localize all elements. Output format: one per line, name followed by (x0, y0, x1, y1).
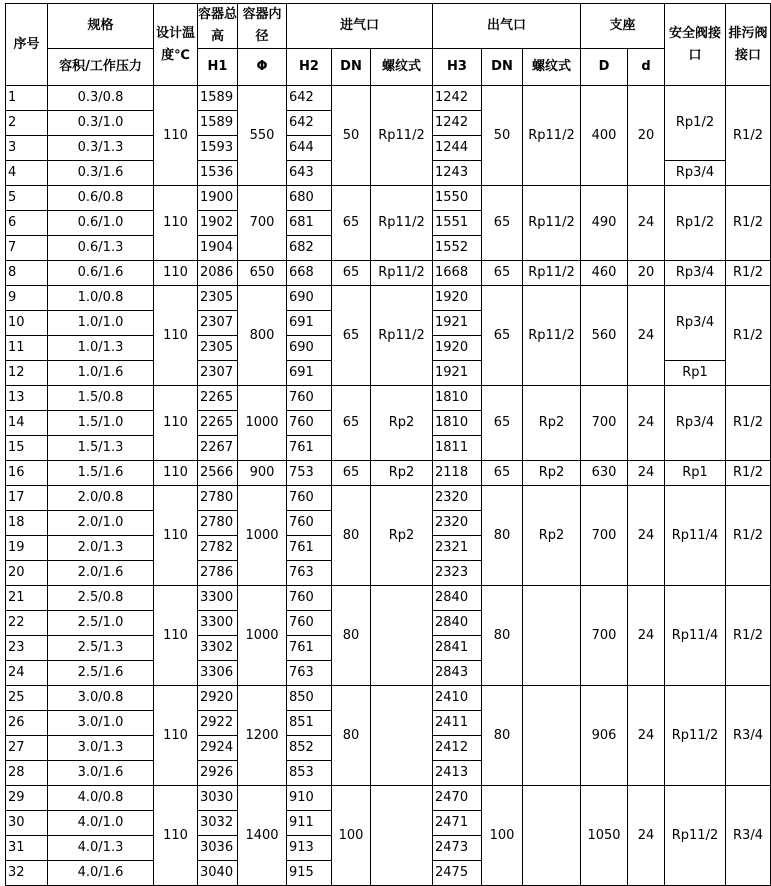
cell-spec: 2.0/1.6 (48, 561, 154, 586)
cell-support-d: 20 (628, 261, 665, 286)
cell-seq: 12 (6, 361, 48, 386)
cell-seq: 19 (6, 536, 48, 561)
cell-thread-in (371, 686, 433, 786)
cell-thread-out: Rp11/2 (523, 186, 581, 261)
cell-h2: 691 (287, 361, 332, 386)
header-safety-valve: 安全阀接口 (665, 4, 726, 86)
cell-support-D: 490 (581, 186, 628, 261)
cell-spec: 0.3/1.3 (48, 136, 154, 161)
header-dn-out: DN (482, 49, 523, 86)
cell-safety-valve: Rp11/4 (665, 586, 726, 686)
cell-spec: 2.5/1.0 (48, 611, 154, 636)
cell-h3: 2471 (433, 811, 482, 836)
header-support-D: D (581, 49, 628, 86)
cell-drain-valve: R1/2 (726, 286, 771, 386)
table-row (6, 286, 771, 311)
cell-seq: 10 (6, 311, 48, 336)
cell-h3: 1920 (433, 336, 482, 361)
cell-h1: 2782 (198, 536, 238, 561)
cell-h1: 2305 (198, 336, 238, 361)
cell-h2: 915 (287, 861, 332, 886)
cell-h2: 913 (287, 836, 332, 861)
cell-h3: 2412 (433, 736, 482, 761)
table-row (6, 486, 771, 511)
cell-drain-valve: R1/2 (726, 486, 771, 586)
cell-seq: 4 (6, 161, 48, 186)
cell-h1: 2786 (198, 561, 238, 586)
cell-h2: 681 (287, 211, 332, 236)
cell-seq: 26 (6, 711, 48, 736)
header-h2: H2 (287, 49, 332, 86)
cell-h2: 691 (287, 311, 332, 336)
cell-thread-in: Rp2 (371, 486, 433, 586)
cell-design-temp: 110 (154, 86, 198, 186)
cell-design-temp: 110 (154, 386, 198, 461)
cell-spec: 4.0/1.6 (48, 861, 154, 886)
cell-spec: 2.5/1.3 (48, 636, 154, 661)
spec-body (6, 86, 771, 886)
cell-dn-in: 80 (332, 586, 371, 686)
cell-spec: 4.0/1.0 (48, 811, 154, 836)
cell-h1: 2920 (198, 686, 238, 711)
cell-support-D: 906 (581, 686, 628, 786)
cell-h3: 1811 (433, 436, 482, 461)
header-h3: H3 (433, 49, 482, 86)
cell-h3: 2841 (433, 636, 482, 661)
cell-h1: 1904 (198, 236, 238, 261)
cell-seq: 27 (6, 736, 48, 761)
cell-thread-in: Rp11/2 (371, 286, 433, 386)
cell-h3: 2470 (433, 786, 482, 811)
cell-dn-out: 50 (482, 86, 523, 186)
cell-seq: 18 (6, 511, 48, 536)
cell-safety-valve: Rp1/2 (665, 86, 726, 161)
header-support-d: d (628, 49, 665, 86)
table-row (6, 386, 771, 411)
cell-spec: 0.6/0.8 (48, 186, 154, 211)
cell-h3: 2118 (433, 461, 482, 486)
cell-thread-out: Rp2 (523, 461, 581, 486)
cell-h1: 2566 (198, 461, 238, 486)
cell-support-d: 24 (628, 186, 665, 261)
cell-h1: 2924 (198, 736, 238, 761)
cell-h3: 1550 (433, 186, 482, 211)
table-row (6, 461, 771, 486)
cell-h3: 2411 (433, 711, 482, 736)
cell-h1: 1536 (198, 161, 238, 186)
cell-h1: 3300 (198, 611, 238, 636)
cell-support-d: 24 (628, 461, 665, 486)
table-row (6, 86, 771, 111)
cell-spec: 0.6/1.3 (48, 236, 154, 261)
cell-h2: 760 (287, 386, 332, 411)
cell-dn-in: 65 (332, 461, 371, 486)
header-container-diam (238, 4, 287, 49)
cell-drain-valve: R1/2 (726, 86, 771, 186)
cell-spec: 2.0/0.8 (48, 486, 154, 511)
cell-seq: 17 (6, 486, 48, 511)
cell-h1: 2780 (198, 486, 238, 511)
cell-spec: 0.3/0.8 (48, 86, 154, 111)
cell-seq: 32 (6, 861, 48, 886)
cell-h3: 2843 (433, 661, 482, 686)
cell-h3: 1242 (433, 111, 482, 136)
cell-h1: 2780 (198, 511, 238, 536)
header-container-height-label: 容器总高 (198, 7, 238, 44)
cell-drain-valve: R1/2 (726, 261, 771, 286)
cell-h3: 2320 (433, 511, 482, 536)
cell-drain-valve: R3/4 (726, 786, 771, 886)
cell-design-temp: 110 (154, 586, 198, 686)
cell-dn-out: 100 (482, 786, 523, 886)
cell-spec: 1.5/1.6 (48, 461, 154, 486)
cell-h1: 2265 (198, 411, 238, 436)
cell-safety-valve: Rp3/4 (665, 161, 726, 186)
cell-h3: 2410 (433, 686, 482, 711)
cell-diam: 800 (238, 286, 287, 386)
cell-diam: 700 (238, 186, 287, 261)
cell-safety-valve: Rp3/4 (665, 386, 726, 461)
cell-thread-in (371, 586, 433, 686)
cell-dn-in: 80 (332, 686, 371, 786)
cell-dn-in: 100 (332, 786, 371, 886)
cell-spec: 1.0/1.6 (48, 361, 154, 386)
cell-design-temp: 110 (154, 786, 198, 886)
header-phi: Φ (238, 49, 287, 86)
cell-h3: 1920 (433, 286, 482, 311)
cell-thread-in: Rp11/2 (371, 186, 433, 261)
cell-dn-in: 65 (332, 286, 371, 386)
cell-h1: 2265 (198, 386, 238, 411)
cell-drain-valve: R1/2 (726, 186, 771, 261)
cell-thread-in: Rp11/2 (371, 261, 433, 286)
cell-thread-out: Rp2 (523, 486, 581, 586)
cell-h2: 763 (287, 661, 332, 686)
cell-thread-out (523, 786, 581, 886)
cell-support-D: 1050 (581, 786, 628, 886)
cell-seq: 20 (6, 561, 48, 586)
cell-safety-valve: Rp1 (665, 361, 726, 386)
cell-seq: 28 (6, 761, 48, 786)
cell-diam: 900 (238, 461, 287, 486)
cell-seq: 15 (6, 436, 48, 461)
cell-safety-valve: Rp11/2 (665, 686, 726, 786)
header-support: 支座 (581, 4, 665, 49)
cell-safety-valve: Rp1/2 (665, 186, 726, 261)
cell-spec: 4.0/1.3 (48, 836, 154, 861)
cell-spec: 3.0/1.0 (48, 711, 154, 736)
cell-seq: 9 (6, 286, 48, 311)
cell-dn-in: 50 (332, 86, 371, 186)
cell-spec: 0.6/1.6 (48, 261, 154, 286)
cell-drain-valve: R3/4 (726, 686, 771, 786)
cell-h3: 1551 (433, 211, 482, 236)
cell-design-temp: 110 (154, 286, 198, 386)
cell-support-D: 700 (581, 586, 628, 686)
cell-safety-valve: Rp1 (665, 461, 726, 486)
cell-diam: 1400 (238, 786, 287, 886)
cell-seq: 2 (6, 111, 48, 136)
header-spec: 规格 (48, 4, 154, 49)
cell-support-d: 24 (628, 586, 665, 686)
cell-h1: 3300 (198, 586, 238, 611)
cell-h1: 1589 (198, 111, 238, 136)
header-design-temp: 设计温度℃ (154, 4, 198, 86)
cell-drain-valve: R1/2 (726, 386, 771, 461)
table-row (6, 786, 771, 811)
cell-support-D: 700 (581, 386, 628, 461)
cell-spec: 0.3/1.6 (48, 161, 154, 186)
header-container-diam-label: 容器内径 (242, 7, 282, 44)
cell-support-d: 24 (628, 386, 665, 461)
cell-support-d: 24 (628, 786, 665, 886)
cell-h1: 3306 (198, 661, 238, 686)
cell-dn-out: 80 (482, 586, 523, 686)
cell-diam: 1200 (238, 686, 287, 786)
cell-h2: 753 (287, 461, 332, 486)
cell-h3: 2840 (433, 586, 482, 611)
cell-seq: 23 (6, 636, 48, 661)
cell-dn-in: 65 (332, 386, 371, 461)
cell-spec: 2.0/1.0 (48, 511, 154, 536)
cell-h2: 642 (287, 86, 332, 111)
cell-h2: 910 (287, 786, 332, 811)
table-row (6, 586, 771, 611)
cell-diam: 1000 (238, 386, 287, 461)
cell-h3: 2321 (433, 536, 482, 561)
cell-thread-out (523, 586, 581, 686)
cell-seq: 14 (6, 411, 48, 436)
cell-spec: 1.0/1.3 (48, 336, 154, 361)
cell-h1: 3302 (198, 636, 238, 661)
cell-diam: 650 (238, 261, 287, 286)
cell-support-D: 560 (581, 286, 628, 386)
cell-h3: 1243 (433, 161, 482, 186)
cell-h2: 853 (287, 761, 332, 786)
cell-support-d: 20 (628, 86, 665, 186)
cell-seq: 6 (6, 211, 48, 236)
cell-h2: 760 (287, 586, 332, 611)
header-dn-in: DN (332, 49, 371, 86)
cell-design-temp: 110 (154, 486, 198, 586)
cell-h2: 761 (287, 636, 332, 661)
cell-h3: 2413 (433, 761, 482, 786)
cell-spec: 1.5/1.0 (48, 411, 154, 436)
cell-h2: 690 (287, 336, 332, 361)
cell-h2: 668 (287, 261, 332, 286)
cell-h1: 1900 (198, 186, 238, 211)
cell-diam: 550 (238, 86, 287, 186)
cell-seq: 1 (6, 86, 48, 111)
cell-thread-out: Rp11/2 (523, 261, 581, 286)
cell-h2: 760 (287, 486, 332, 511)
cell-safety-valve: Rp3/4 (665, 261, 726, 286)
cell-h2: 761 (287, 436, 332, 461)
cell-design-temp: 110 (154, 461, 198, 486)
header-spec-sub: 容积/工作压力 (48, 49, 154, 86)
cell-h1: 2267 (198, 436, 238, 461)
cell-h3: 2320 (433, 486, 482, 511)
cell-dn-in: 80 (332, 486, 371, 586)
cell-seq: 24 (6, 661, 48, 686)
cell-seq: 25 (6, 686, 48, 711)
cell-h1: 2086 (198, 261, 238, 286)
cell-dn-out: 65 (482, 461, 523, 486)
cell-thread-in (371, 786, 433, 886)
cell-spec: 2.5/1.6 (48, 661, 154, 686)
cell-diam: 1000 (238, 486, 287, 586)
cell-spec: 0.6/1.0 (48, 211, 154, 236)
cell-dn-in: 65 (332, 186, 371, 261)
header-container-height (198, 4, 238, 49)
cell-h2: 761 (287, 536, 332, 561)
cell-h2: 850 (287, 686, 332, 711)
cell-thread-out (523, 686, 581, 786)
cell-seq: 7 (6, 236, 48, 261)
header-h1: H1 (198, 49, 238, 86)
cell-h3: 1921 (433, 311, 482, 336)
table-row (6, 686, 771, 711)
cell-seq: 31 (6, 836, 48, 861)
cell-h2: 763 (287, 561, 332, 586)
cell-h3: 1810 (433, 411, 482, 436)
cell-thread-out: Rp2 (523, 386, 581, 461)
cell-dn-out: 65 (482, 261, 523, 286)
cell-dn-out: 65 (482, 186, 523, 261)
cell-spec: 3.0/1.6 (48, 761, 154, 786)
cell-h1: 2926 (198, 761, 238, 786)
header-inlet: 进气口 (287, 4, 433, 49)
cell-seq: 16 (6, 461, 48, 486)
header-drain-valve: 排污阀接口 (726, 4, 771, 86)
table-row (6, 261, 771, 286)
cell-spec: 0.3/1.0 (48, 111, 154, 136)
cell-thread-in: Rp2 (371, 461, 433, 486)
cell-seq: 29 (6, 786, 48, 811)
cell-spec: 3.0/0.8 (48, 686, 154, 711)
header-thread-in: 螺纹式 (371, 49, 433, 86)
cell-spec: 1.5/1.3 (48, 436, 154, 461)
cell-h1: 1589 (198, 86, 238, 111)
cell-h3: 1921 (433, 361, 482, 386)
cell-spec: 2.0/1.3 (48, 536, 154, 561)
cell-support-d: 24 (628, 486, 665, 586)
header-thread-out: 螺纹式 (523, 49, 581, 86)
cell-spec: 1.0/1.0 (48, 311, 154, 336)
cell-h1: 2922 (198, 711, 238, 736)
cell-h1: 2307 (198, 311, 238, 336)
cell-dn-out: 65 (482, 386, 523, 461)
cell-seq: 3 (6, 136, 48, 161)
cell-h2: 760 (287, 511, 332, 536)
cell-h3: 1244 (433, 136, 482, 161)
cell-safety-valve: Rp11/2 (665, 786, 726, 886)
cell-spec: 1.5/0.8 (48, 386, 154, 411)
cell-spec: 1.0/0.8 (48, 286, 154, 311)
cell-support-D: 460 (581, 261, 628, 286)
cell-h1: 3040 (198, 861, 238, 886)
cell-thread-in: Rp11/2 (371, 86, 433, 186)
cell-h3: 2323 (433, 561, 482, 586)
cell-h3: 1810 (433, 386, 482, 411)
table-row (6, 186, 771, 211)
cell-h2: 911 (287, 811, 332, 836)
cell-h2: 760 (287, 611, 332, 636)
cell-seq: 30 (6, 811, 48, 836)
cell-h1: 2305 (198, 286, 238, 311)
cell-h2: 851 (287, 711, 332, 736)
cell-seq: 21 (6, 586, 48, 611)
cell-h1: 3032 (198, 811, 238, 836)
cell-h2: 682 (287, 236, 332, 261)
cell-design-temp: 110 (154, 686, 198, 786)
cell-support-D: 400 (581, 86, 628, 186)
cell-safety-valve: Rp3/4 (665, 286, 726, 361)
cell-h3: 1552 (433, 236, 482, 261)
cell-seq: 13 (6, 386, 48, 411)
cell-h3: 2840 (433, 611, 482, 636)
cell-support-d: 24 (628, 286, 665, 386)
cell-spec: 2.5/0.8 (48, 586, 154, 611)
cell-h2: 644 (287, 136, 332, 161)
cell-h2: 642 (287, 111, 332, 136)
cell-drain-valve: R1/2 (726, 586, 771, 686)
cell-h3: 2473 (433, 836, 482, 861)
cell-seq: 22 (6, 611, 48, 636)
cell-seq: 11 (6, 336, 48, 361)
cell-h2: 680 (287, 186, 332, 211)
cell-support-d: 24 (628, 686, 665, 786)
cell-h3: 2475 (433, 861, 482, 886)
header-outlet: 出气口 (433, 4, 581, 49)
cell-support-D: 700 (581, 486, 628, 586)
cell-h1: 1593 (198, 136, 238, 161)
cell-h1: 3030 (198, 786, 238, 811)
cell-design-temp: 110 (154, 261, 198, 286)
cell-dn-in: 65 (332, 261, 371, 286)
cell-dn-out: 80 (482, 486, 523, 586)
cell-spec: 4.0/0.8 (48, 786, 154, 811)
spec-table (5, 3, 771, 886)
cell-h3: 1242 (433, 86, 482, 111)
cell-h3: 1668 (433, 261, 482, 286)
cell-design-temp: 110 (154, 186, 198, 261)
cell-seq: 5 (6, 186, 48, 211)
cell-h2: 760 (287, 411, 332, 436)
cell-safety-valve: Rp11/4 (665, 486, 726, 586)
cell-h2: 690 (287, 286, 332, 311)
cell-h1: 1902 (198, 211, 238, 236)
cell-thread-in: Rp2 (371, 386, 433, 461)
cell-support-D: 630 (581, 461, 628, 486)
cell-h2: 852 (287, 736, 332, 761)
cell-thread-out: Rp11/2 (523, 86, 581, 186)
cell-dn-out: 65 (482, 286, 523, 386)
cell-thread-out: Rp11/2 (523, 286, 581, 386)
cell-h1: 3036 (198, 836, 238, 861)
cell-drain-valve: R1/2 (726, 461, 771, 486)
cell-dn-out: 80 (482, 686, 523, 786)
cell-h1: 2307 (198, 361, 238, 386)
cell-diam: 1000 (238, 586, 287, 686)
cell-seq: 8 (6, 261, 48, 286)
cell-h2: 643 (287, 161, 332, 186)
header-seq: 序号 (6, 4, 48, 86)
cell-spec: 3.0/1.3 (48, 736, 154, 761)
